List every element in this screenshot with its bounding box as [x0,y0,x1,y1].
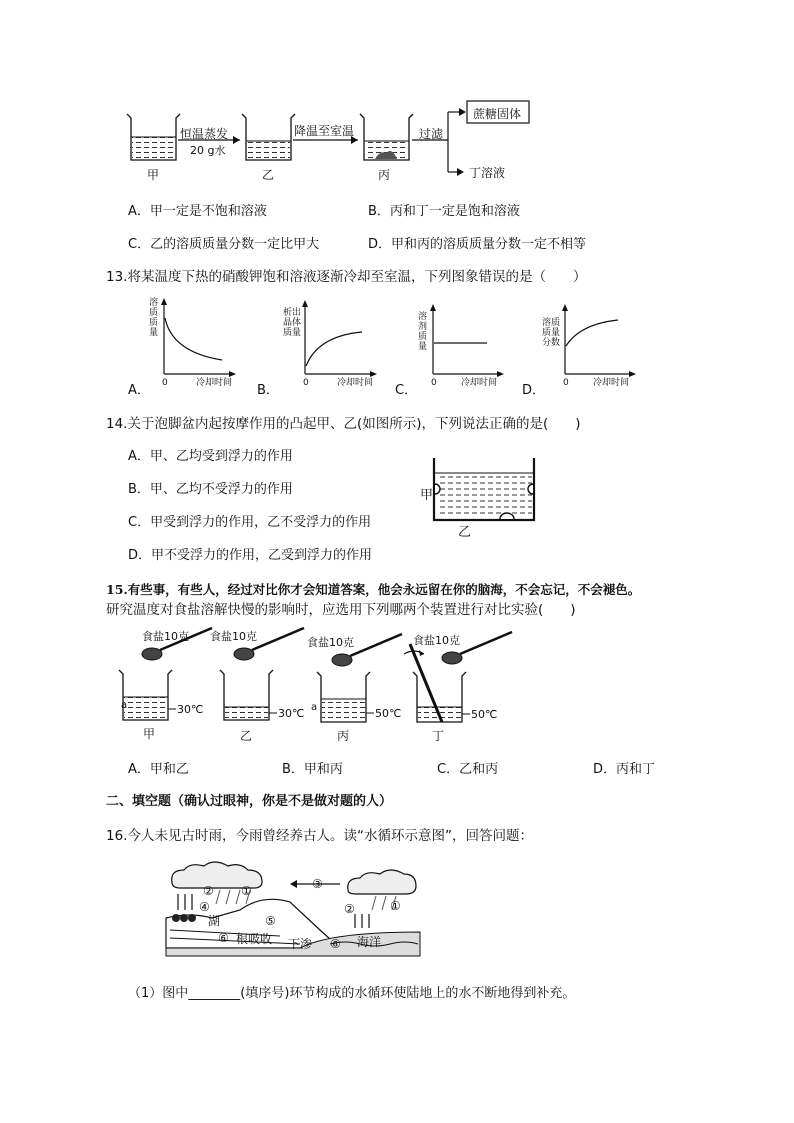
setup-name-yi: 乙 [240,729,253,743]
sugar-solid-label: 蔗糖固体 [473,107,522,121]
q14-option-d: D．甲不受浮力的作用，乙受到浮力的作用 [128,548,373,563]
beaker-jia-label: 甲 [147,168,160,182]
beaker-yi [242,114,295,160]
q13-stem: 13.将某温度下热的硝酸钾饱和溶液逐渐冷却至室温，下列图象错误的是（ ） [106,269,587,285]
cycle-num-4: ④ [199,900,210,914]
q15-option-d: D．丙和丁 [593,762,656,777]
graph-d-option: D． [522,383,546,398]
q15-handwritten: 15.有些事，有些人，经过对比你才会知道答案，他会永远留在你的脑海，不会忘记，不会褪色。 [106,582,641,597]
graph-c-option: C． [395,383,418,398]
cloud-right [348,870,416,894]
setup-beaker-yi [220,670,277,720]
q16-stem: 16.今人未见古时雨，今雨曾经养古人。读“水循环示意图”，回答问题： [106,828,533,844]
section-2-title: 二、填空题（确认过眼神，你是不是做对题的人） [106,794,393,809]
beaker-bing [360,114,413,160]
salt-label-bing: 食盐10克 [307,636,354,649]
bump-yi [500,513,514,519]
setup-name-ding: 丁 [432,729,445,743]
graph-c-origin: 0 [431,378,437,388]
graph-b-origin: 0 [303,378,309,388]
step2-label: 降温至室温 [294,124,355,138]
graph-d-curve [566,320,618,346]
graph-b-ylabel: 析出 晶体 质量 [282,308,301,338]
temp-jia: 30℃ [177,703,204,716]
cycle-label-seep: 下渗 [288,937,313,951]
q12-option-c: C．乙的溶质质量分数一定比甲大 [128,237,320,252]
setup-beaker-bing [317,672,374,722]
cycle-num-3: ③ [312,877,323,891]
foot-basin-diagram [0,450,794,540]
cycle-num-1-right: ① [390,899,401,913]
q14-stem: 14.关于泡脚盆内起按摩作用的凸起甲、乙(如图所示)，下列说法正确的是( ) [106,416,581,432]
basin-label-yi: 乙 [458,525,472,540]
salt-label-jia: 食盐10克 [142,630,189,643]
step3-label: 过滤 [419,127,444,141]
q14-option-b: B．甲、乙均不受浮力的作用 [128,482,293,497]
graph-a-option: A． [128,383,150,398]
graph-a-ylabel: 溶 质 质 量 [148,298,158,338]
graph-a-xlabel: 冷却时间 [196,378,233,388]
temp-bing: 50℃ [375,707,402,720]
cycle-label-ocean: 海洋 [357,935,382,949]
salt-label-ding: 食盐10克 [413,634,460,647]
cycle-num-5: ⑤ [265,914,276,928]
temp-yi: 30℃ [278,707,305,720]
beaker-yi-label: 乙 [262,168,275,182]
q15-option-c: C．乙和丙 [437,762,499,777]
beaker-jia [127,114,180,160]
step1-sub-label: 20 g水 [190,144,226,157]
cycle-num-2-left: ② [203,884,214,898]
q14-option-a: A．甲、乙均受到浮力的作用 [128,449,293,464]
graph-a [161,298,236,377]
cycle-num-6-left: ⑥ [218,931,229,945]
filtrate-label: 丁溶液 [469,166,506,180]
graph-b-curve [306,332,362,366]
graph-d-origin: 0 [563,378,569,388]
setup-beaker-jia [119,670,176,720]
setup-name-jia: 甲 [143,727,156,741]
q15-setups [0,620,794,750]
temp-ding: 50℃ [471,708,498,721]
q12-option-b: B．丙和丁一定是饱和溶液 [368,204,520,219]
cycle-num-6-right: ⑥ [330,937,341,951]
graph-d [562,304,636,377]
graph-d-xlabel: 冷却时间 [593,378,630,388]
graph-b [302,300,377,377]
beaker-bing-label: 丙 [378,168,391,182]
q16-sub1: （1）图中________(填序号)环节构成的水循环使陆地上的水不断地得到补充。 [128,986,576,1001]
graph-b-xlabel: 冷却时间 [337,378,374,388]
graph-a-origin: 0 [162,378,168,388]
basin-label-jia: 甲 [420,488,434,503]
mark-jia: a [121,700,128,711]
q12-diagram [0,0,794,200]
bump-jia [435,484,440,494]
setup-name-bing: 丙 [337,729,350,743]
cycle-label-root: 根吸收 [236,932,273,946]
cycle-num-1-left: ① [241,884,252,898]
graph-c-xlabel: 冷却时间 [461,378,498,388]
step1-label: 恒温蒸发 [180,127,229,141]
graph-c [430,304,504,377]
graph-c-ylabel: 溶 剂 质 量 [417,312,427,352]
graph-d-ylabel: 溶质 质量 分数 [541,318,560,348]
q15-option-b: B．甲和丙 [282,762,343,777]
q14-option-c: C．甲受到浮力的作用，乙不受浮力的作用 [128,515,372,530]
q12-option-a: A．甲一定是不饱和溶液 [128,204,267,219]
cycle-label-lake: 湖 [208,914,221,928]
q15-option-a: A．甲和乙 [128,762,189,777]
q12-option-d: D．甲和丙的溶质质量分数一定不相等 [368,237,587,252]
salt-label-yi: 食盐10克 [210,630,257,643]
trees [172,914,196,922]
cycle-num-2-right: ② [344,902,355,916]
graph-b-option: B． [257,383,279,398]
graph-a-curve [165,318,222,360]
q15-stem: 研究温度对食盐溶解快慢的影响时，应选用下列哪两个装置进行对比实验( ) [106,602,576,618]
mark-bing: a [311,702,318,713]
